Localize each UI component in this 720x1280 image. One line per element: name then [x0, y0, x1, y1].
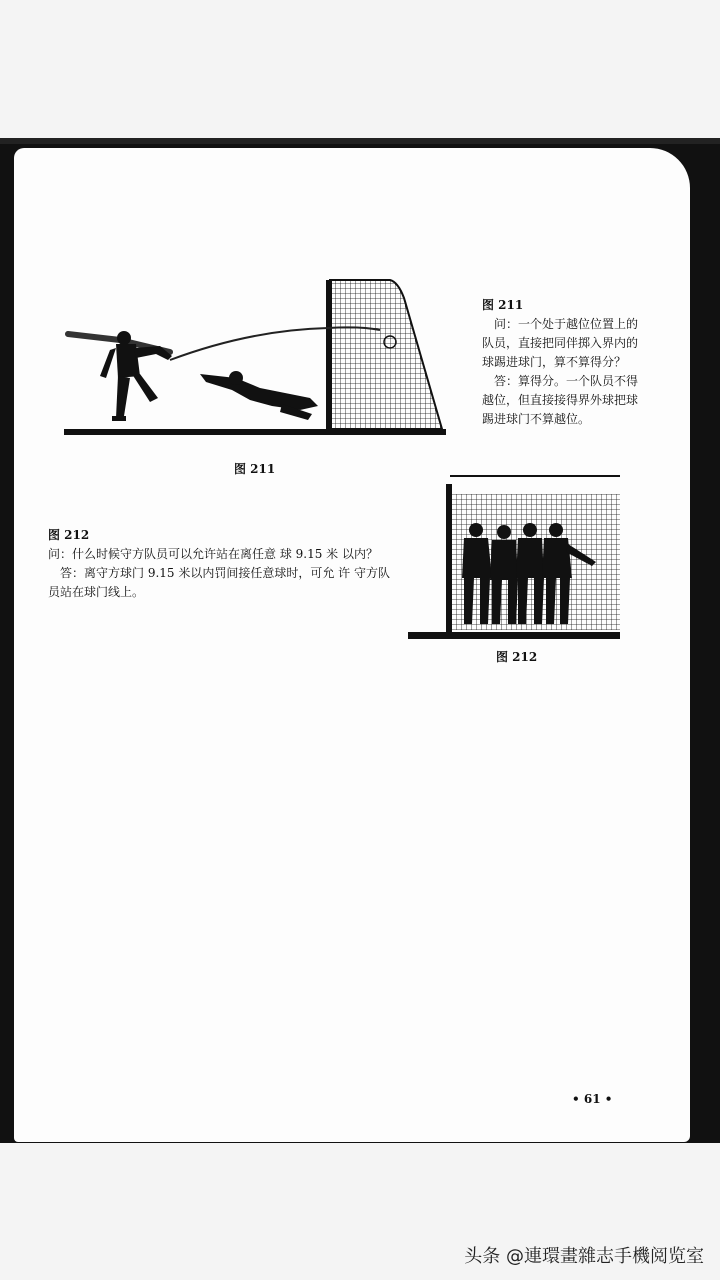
figure-211-caption: 图 211: [234, 462, 276, 476]
top-margin: [0, 0, 720, 138]
page-number: • 61 •: [572, 1092, 613, 1106]
goal-post: [446, 484, 452, 632]
watermark: 头条 @連環畫雜志手機阅览室: [464, 1246, 704, 1267]
figure-211-answer: 答：算得分。一个队员不得越位，但直接接得界外球把球踢进球门不算越位。: [482, 374, 639, 426]
scan-edge: [0, 138, 720, 144]
figure-212-qa: [48, 526, 392, 602]
goal-post: [326, 280, 332, 430]
figure-212-illustration: [406, 474, 622, 640]
figure-212-caption: 图 212: [496, 650, 538, 664]
scanned-page: [0, 138, 720, 1143]
figure-212-heading: 图 212: [48, 528, 90, 542]
goal-line: [408, 632, 620, 639]
figure-212-answer: 答：离守方球门 9.15 米以内罚间接任意球时，可允 许 守方队员站在球门线上。: [48, 566, 390, 599]
figure-211-heading: 图 211: [482, 298, 524, 312]
figure-212-question: 问：什么时候守方队员可以允许站在离任意 球 9.15 米 以内？: [48, 547, 378, 561]
diving-goalkeeper: [200, 371, 318, 420]
figure-211-illustration: [60, 278, 450, 448]
figure-211-qa: [482, 296, 642, 429]
kicking-player: [100, 331, 172, 421]
book-page: [14, 148, 690, 1142]
goal-net: [330, 280, 442, 429]
figure-211-question: 问：一个处于越位位置上的队员，直接把同伴掷入界内的球踢进球门，算不算得分？: [482, 317, 639, 369]
